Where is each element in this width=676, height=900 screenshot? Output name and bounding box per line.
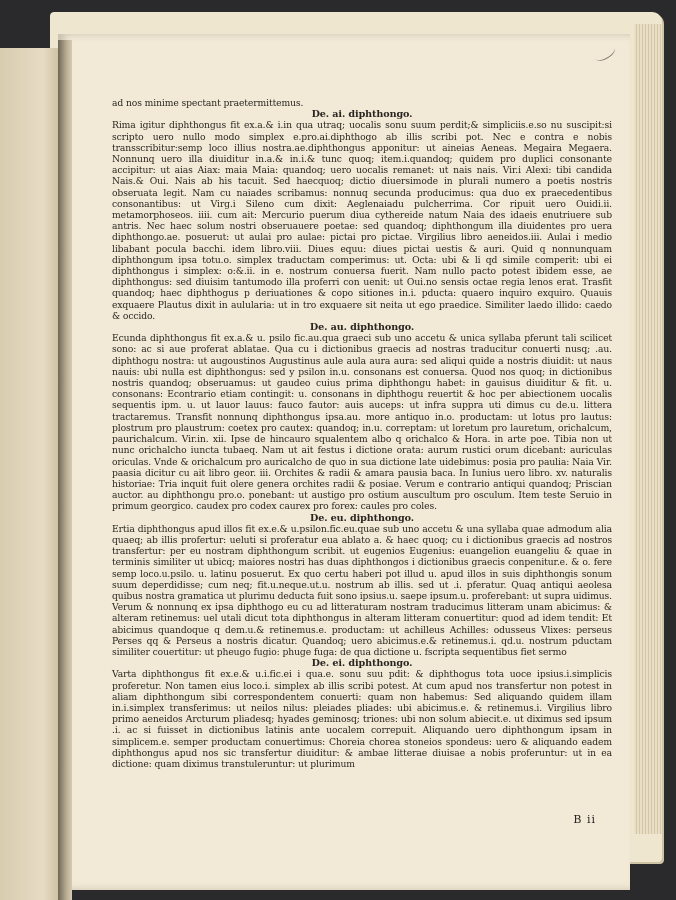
pencil-mark (593, 43, 618, 64)
section-paragraph-ai: Rima igitur diphthongus fit ex.a.& i.in qua utraq; uocalis sonu suum perdit;& simpliciis.e.so nu suscipit:si scripto uero nullo modo simplex e.pro.ai.diphthogo ab illis scribi pot. Nec e contra e nobis transscribitur:semp loco illius nostra.ae.diphthongus apponitur: ut aineias Aeneas. Megaira Megaera. Nonnunq uero illa diuiditur in.a.& in.i.& tunc quoq; item.i.quandoq; quidem pro duplici consonante accipitur: ut aias Aiax: maia Maia: quandoq; uero uocalis remanet: ut nais nais. Vir.i Alexi: tibi candida Nais.& Oui. Nais ab his tacuit. Sed haecquoq; dictio diuersimode in plurali numero a poetis nostris obseruata legit. Nam cu naiades scribamus: nonnuq secunda producimus: qua duo ex praecedentibus consonantibus: ut Virg.i Sileno cum dixit: Aeglenaiadu pulcherrima. Cor ripuit uero Ouidi.ii. metamorphoseos. iiii. cum ait: Mercurio puerum diua cythereide natum Naia des idaeis enutriuere sub antris. Nec haec solum nostri obseruauere poetae: sed quandoq; diphthongum illa diuidentes pro uera diphthongo.ae. posuerut: ut aulai pro aulae: pictai pro pictae. Virgilius libro aeneidos.iii. Aulai i medio libabant pocula bacchi. idem libro.viii. Diues equu: diues pictai uestis & auri. Quid q nonnunquam diphthongum ipsa totu.o. simplex traductam comperimus: ut. Octa: ubi & li qd simile comperit: ubi ei diphthongus i simplex: o:&.ii. in e. nostrum conuersa fuerit. Nam nullo pacto potest ibidem esse, ae diphthongus: sed diuisim tantumodo illa proferri con uenit: ut Oui.no sensis octae regia lenos erat. Trasfit quandoq; haec diphthogus p deriuationes & copo sitiones in.i. pducta: quaero inquiro exquiro. Quauis exquaere Plautus dixit in aulularia: ut in tro exquaere sit neita ut ego praedice. Similiter laedo illido: caedo & occido. (112, 120, 612, 322)
gutter-shadow (58, 40, 72, 900)
section-paragraph-au: Ecunda diphthongus fit ex.a.& u. psilo fic.au.qua graeci sub uno accetu & unica syllaba pferunt tali scilicet sono: ac si aue proferat ablatae. Qua cu i dictionibus graecis ad nostras traducitur conuerti nusq; .au. diphthogu nostra: ut augoustinos Augustinus aule aula aura aura: sed aliqui quide a nostris diuidit: ut naus nauis: ubi nulla est diphthongus: sed y psilon in.u. consonans est conuersa. Quod nos quoq; in dictionibus nostris quandoq; obseruamus: ut gaudeo cuius prima diphthongu habet: in gauisus diuiditur & fit. u. consonans: Econtrario etiam contingit: u. consonans in diphthogu reuertit & hoc per abiectionem uocalis sequentis ipm. u. ut lauor lauus: fauco fautor: auis auceps: ut infra suppra uti dimus cu de.u. littera tractaremus. Transfit nonnunq diphthongus ipsa.au. more antiquo in.o. productam: ut lotus pro lautus: plostrum pro plaustrum: coetex pro cautex: quandoq; in.u. correptam: ut loretum pro lauretum, orichalcum, paurichalcum. Vir.in. xii. Ipse de hincauro squalentem albo q orichalco & Hora. in arte poe. Tibia non ut nunc orichalcho iuncta tubaeq. Nam ut ait festus i dictione orata: aurum rustici orum dicebant: auriculas oriculas. Vnde & orichalcum pro auricalcho de quo in sua dictione late uidebimus: posia pro paulia: Naia Vir. paasia dicitur cu ait libro geor. iii. Orchites & radii & amara pausia baca. In Iunius uero libro. xv. naturalis historiae: Tria inquit fuit olere genera orchites radii & posiae. Verum e contrario antiqui quandoq; Priscian auctor. au diphthongu pro.o. ponebant: ut austigo pro ostium auscultum pro osculum. Item teste Seruio in primum georgico. caudex pro codex caurex pro forex: caules pro coles. (112, 333, 612, 513)
section-paragraph-ei: Varta diphthongus fit ex.e.& u.i.fic.ei i qua.e. sonu suu pdit: & diphthogus tota uoce ipsius.i.simplicis proferetur. Non tamen eius loco.i. simplex ab illis scribi potest. At cum apud nos transfertur non potest in aliam diphthongum sibi correspondentem conuerti: quam non habemus: Sed aliquando quidem illam in.i.simplex transferimus: ut neilos nilus: pleiades pliades: ubi abicimus.e. & retinemus.i. Virgilius libro primo aeneidos Arcturum pliadesq; hyades geminosq; triones: ubi non solum abiecit.e. ut diximus sed ipsum .i. ac si fuisset in dictionibus latinis ante uocalem correpuit. Aliquando uero diphthongum ipsam in simplicem.e. semper productam conuertimus: Choreia chorea stoneios spondeus: uero & aliquando eadem diphthongus apud nos sic transfertur diuiditur: & ambae litterae diuisae a nobis proferuntur: ut in ea dictione: quam diximus transtuleruntur: ut plurimum (112, 669, 612, 770)
page-edges (634, 24, 662, 834)
section-paragraph-eu: Ertia diphthongus apud illos fit ex.e.& u.psilon.fic.eu.quae sub uno accetu & una syllaba quae admodum alia quaeq; ab illis profertur: ueluti si proferatur eua ablato a. & haec quoq; cu i dictionibus graecis ad nostros transfertur: per eu nostram diphthongum scribit. ut eugenios Eugenius: euangelion euangeliu & quae in terminis similiter ut ubicq; maiores nostri has duas diphthongos i dictionibus graecis conpenitur.e. & o. fere semp loco.u.psilo. u. latinu posuerut. Ex quo certu haberi pot illud u. apud illos in suis diphthongis sonum suum deperdidisse; cum neq; fit.u.neque.ut.u. nostrum ab illis. sed ut .i. pferatur. Quaq antiqui aeolesa quibus nostra gramatica ut plurimu deducta fuit sono ipsius.u. saepe ipsum.u. proferebant: ut supra uidimus. Verum & nonnunq ex ipsa diphthogo eu cu ad litteraturam nostram traducimus litteram unam abicimus: & alteram retinemus: uel utali dicut tota diphthongus in alteram litteram conuertitur: quod ad idem tendit: Et abicimus quandoque q dem.u.& retinemus.e. productam: ut achilleus Achilles: odusseus Vlixes: perseus Perses qq & Perseus a nostris dicatur. Quandoq; uero abicimus.e.& retinemus.i. qd.u. nostrum pductam similiter couertitur: ut pheugo fugio: phuge fuga: de qua dictione u. fscripta sequentibus fiet sermo (112, 523, 612, 658)
section-heading-eu: De. eu. diphthongo. (309, 512, 415, 524)
page-text (112, 98, 612, 770)
section-heading-ei: De. ei. diphthongo. (311, 658, 413, 670)
opening-line: ad nos minime spectant praetermittemus. (112, 98, 304, 109)
right-page (58, 34, 630, 890)
left-page-edge (0, 48, 62, 900)
section-heading-au: De. au. diphthongo. (309, 322, 415, 334)
signature-mark: B ii (573, 813, 596, 826)
section-heading-ai: De. ai. diphthongo. (311, 109, 413, 121)
